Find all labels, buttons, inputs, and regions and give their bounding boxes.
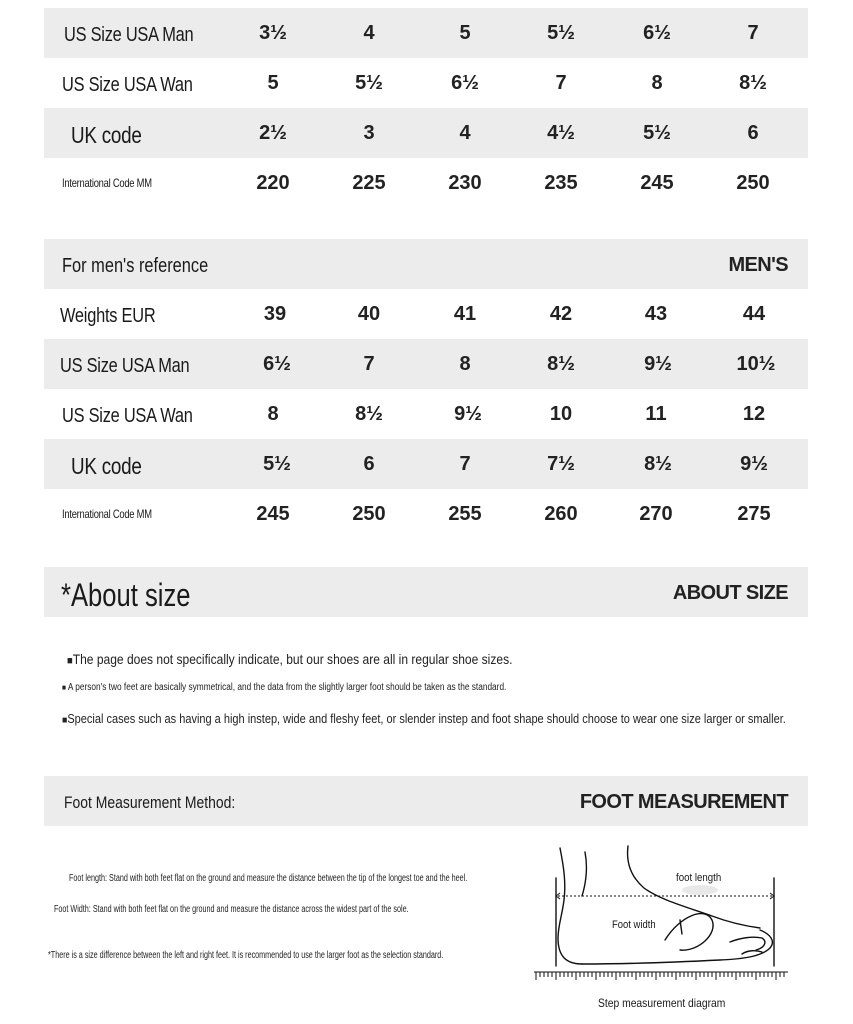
row-label: US Size USA Wan [62, 74, 193, 96]
about-size-header [44, 567, 808, 617]
table-row [44, 58, 808, 108]
about-note-3: ■Special cases such as having a high instep, wide and fleshy feet, or slender instep and foot shape should choose to wear one size larger or smaller. [62, 712, 786, 726]
foot-length-note: Foot length: Stand with both feet flat on the ground and measure the distance between the tip of the longest toe and the heel. [69, 873, 468, 884]
table-cell: 6 [747, 122, 759, 144]
row-label: International Code MM [62, 507, 152, 521]
table-cell: 8½ [739, 72, 767, 94]
table-cell: 9½ [454, 403, 482, 425]
table-cell: 7½ [547, 453, 575, 475]
about-note-2: ■ A person's two feet are basically symmetrical, and the data from the slightly larger foot should be taken as the standard. [62, 682, 507, 693]
foot-width-note: Foot Width: Stand with both feet flat on the ground and measure the distance across the widest part of the sole. [54, 904, 409, 915]
table-cell: 9½ [740, 453, 768, 475]
table-cell: 6 [363, 453, 375, 475]
row-label: US Size USA Man [60, 355, 190, 377]
table-cell: 8½ [355, 403, 383, 425]
table-cell: 245 [640, 172, 674, 194]
table-cell: 7 [459, 453, 471, 475]
mens-size-table [44, 289, 808, 539]
table-cell: 10½ [736, 353, 776, 375]
foot-measurement-title: Foot Measurement Method: [64, 793, 236, 812]
table-row [44, 389, 808, 439]
table-cell: 6½ [263, 353, 291, 375]
table-cell: 44 [742, 303, 766, 325]
table-cell: 5½ [547, 22, 575, 44]
mens-header-label: MEN'S [728, 254, 788, 276]
mens-header [44, 239, 808, 289]
table-cell: 255 [448, 503, 482, 525]
diagram-caption: Step measurement diagram [598, 996, 726, 1010]
size-table-1 [44, 8, 808, 208]
table-cell: 40 [357, 303, 381, 325]
table-cell: 12 [742, 403, 766, 425]
table-row [44, 439, 808, 489]
table-cell: 260 [544, 503, 578, 525]
table-cell: 5 [267, 72, 279, 94]
table-cell: 3 [363, 122, 375, 144]
table-cell: 5½ [355, 72, 383, 94]
table-row [44, 158, 808, 208]
table-cell: 8 [459, 353, 471, 375]
foot-width-label: Foot width [612, 919, 656, 931]
table-row [44, 339, 808, 389]
foot-measurement-label: FOOT MEASUREMENT [579, 791, 788, 813]
foot-outline-graphic [530, 838, 798, 1018]
table-cell: 42 [549, 303, 573, 325]
about-size-label: ABOUT SIZE [672, 582, 788, 604]
bullet-icon: ■ [62, 715, 68, 726]
row-label: Weights EUR [60, 305, 156, 327]
table-cell: 9½ [644, 353, 672, 375]
table-cell: 4½ [547, 122, 575, 144]
table-cell: 39 [263, 303, 287, 325]
table-cell: 5½ [643, 122, 671, 144]
row-label: UK code [71, 122, 142, 148]
table-cell: 2½ [259, 122, 287, 144]
table-cell: 275 [737, 503, 771, 525]
table-cell: 5½ [263, 453, 291, 475]
table-cell: 3½ [259, 22, 287, 44]
table-cell: 250 [352, 503, 386, 525]
row-label: International Code MM [62, 176, 152, 190]
table-cell: 8 [267, 403, 279, 425]
table-cell: 270 [639, 503, 673, 525]
table-cell: 225 [352, 172, 386, 194]
table-cell: 7 [555, 72, 567, 94]
about-note-1: ■The page does not specifically indicate, but our shoes are all in regular shoe sizes. [67, 651, 513, 667]
table-cell: 230 [448, 172, 482, 194]
about-size-title: *About size [61, 577, 191, 613]
table-cell: 245 [256, 503, 290, 525]
table-cell: 250 [736, 172, 770, 194]
table-cell: 7 [363, 353, 375, 375]
table-cell: 5 [459, 22, 471, 44]
row-label: US Size USA Man [64, 24, 194, 46]
table-cell: 8½ [644, 453, 672, 475]
foot-length-label: foot length [676, 872, 722, 884]
table-cell: 6½ [643, 22, 671, 44]
table-cell: 7 [747, 22, 759, 44]
table-cell: 8 [651, 72, 663, 94]
table-row [44, 489, 808, 539]
table-cell: 41 [453, 303, 477, 325]
table-cell: 235 [544, 172, 578, 194]
row-label: UK code [71, 453, 142, 479]
foot-measurement-header [44, 776, 808, 826]
table-cell: 4 [459, 122, 471, 144]
table-cell: 220 [256, 172, 290, 194]
table-cell: 4 [363, 22, 375, 44]
bullet-icon: ■ [67, 655, 73, 667]
table-cell: 8½ [547, 353, 575, 375]
table-row [44, 289, 808, 339]
bullet-icon: ■ [62, 683, 67, 692]
table-cell: 10 [549, 403, 573, 425]
table-row [44, 108, 808, 158]
mens-header-title: For men's reference [62, 255, 209, 277]
table-row [44, 8, 808, 58]
table-cell: 43 [644, 303, 668, 325]
table-cell: 11 [645, 403, 667, 425]
row-label: US Size USA Wan [62, 405, 193, 427]
table-cell: 6½ [451, 72, 479, 94]
size-difference-note: *There is a size difference between the left and right feet. It is recommended to use the larger foot as the selection standard. [48, 950, 444, 961]
foot-measurement-diagram [530, 838, 798, 1018]
